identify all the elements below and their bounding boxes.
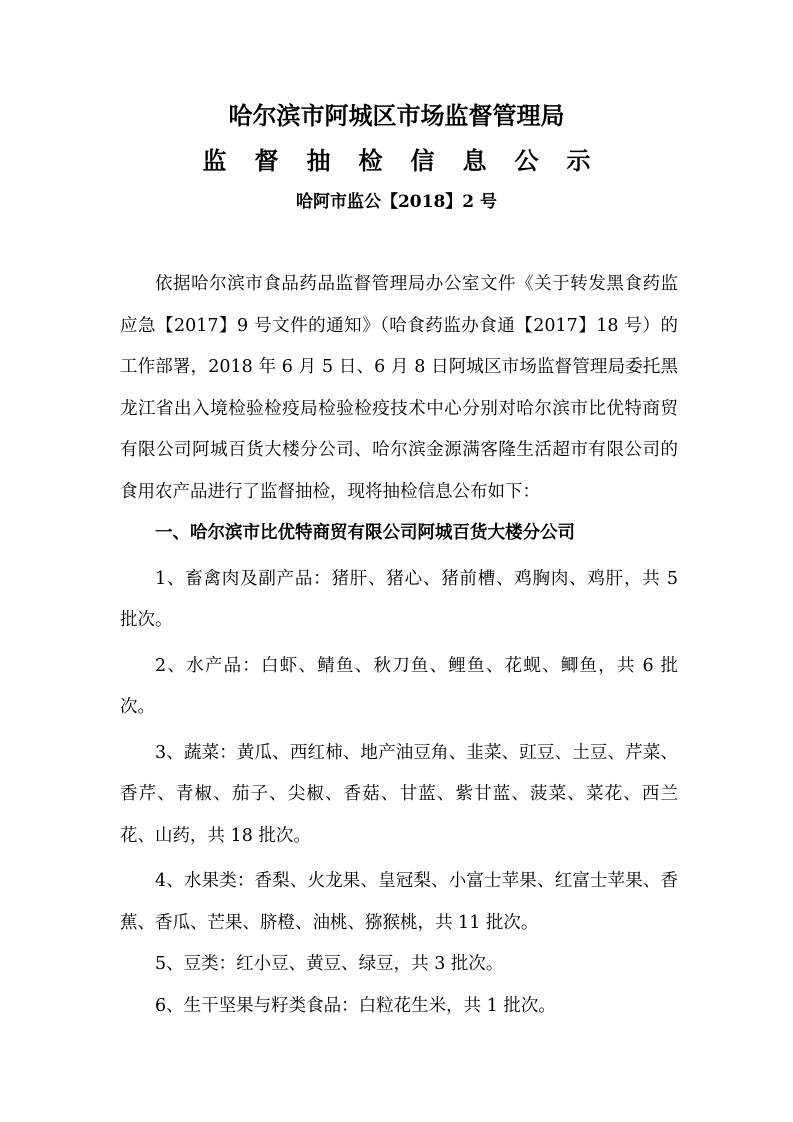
- document-body: [120, 264, 678, 1027]
- list-item: 4、水果类：香梨、火龙果、皇冠梨、小富士苹果、红富士苹果、香蕉、香瓜、芒果、脐橙、油桃、猕猴桃，共 11 批次。: [120, 871, 678, 933]
- section-heading: 一、哈尔滨市比优特商贸有限公司阿城百货大楼分公司: [155, 523, 575, 543]
- intro-paragraph: 依据哈尔滨市食品药品监督管理局办公室文件《关于转发黑食药监应急【2017】9 号文件的通知》（哈食药监办食通【2017】18 号）的工作部署，2018 年 6 月 5 日、6 月 8 日阿城区市场监督管理局委托黑龙江省出入境检验检疫局检验检疫技术中心分别对哈尔滨市比优特商贸有限公司阿城百货大楼分公司、哈尔滨金源满客隆生活超市有限公司的食用农产品进行了监督抽检，现将抽检信息公布如下：: [120, 274, 678, 502]
- doc-number: 哈阿市监公【2018】2 号: [295, 192, 498, 212]
- list-item: 3、蔬菜：黄瓜、西红柿、地产油豆角、韭菜、豇豆、土豆、芹菜、香芹、青椒、茄子、尖椒、香菇、甘蓝、紫甘蓝、菠菜、菜花、西兰花、山药，共 18 批次。: [120, 742, 678, 846]
- list-item: 5、豆类：红小豆、黄豆、绿豆，共 3 批次。: [155, 954, 504, 974]
- list-item: 6、生干坚果与籽类食品：白粒花生米，共 1 批次。: [155, 995, 556, 1016]
- notice-title: 监督抽检信息公示: [202, 146, 619, 175]
- list-item: 2、水产品：白虾、鲭鱼、秋刀鱼、鲤鱼、花蚬、鲫鱼，共 6 批次。: [120, 655, 678, 717]
- list-item: 1、畜禽肉及副产品：猪肝、猪心、猪前槽、鸡胸肉、鸡肝，共 5 批次。: [120, 568, 678, 630]
- org-title: 哈尔滨市阿城区市场监督管理局: [228, 101, 565, 130]
